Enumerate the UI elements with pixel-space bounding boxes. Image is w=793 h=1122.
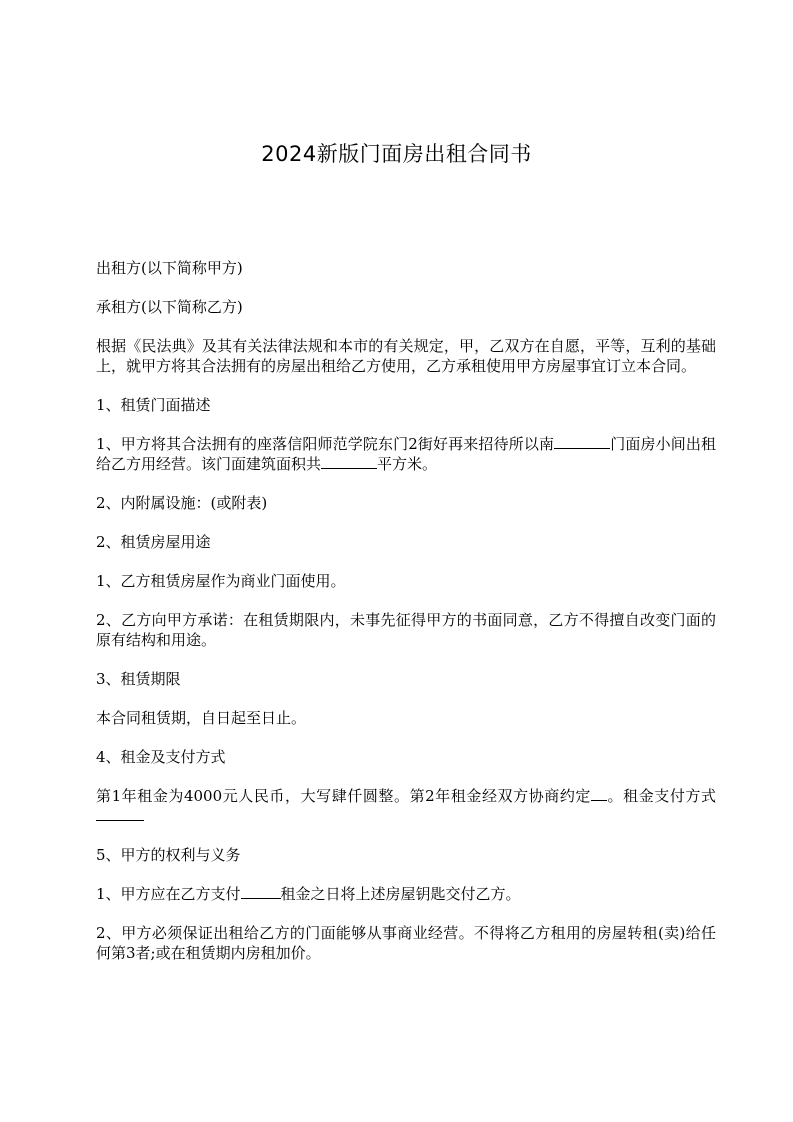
paragraph-lessee: 承租方(以下简称乙方) <box>96 298 243 316</box>
paragraph-4-1-text-b: 。租金支付方式 <box>606 787 716 805</box>
section-heading-3: 3、租赁期限 <box>96 670 181 688</box>
blank-line <box>591 786 607 801</box>
paragraph-5-2: 2、甲方必须保证出租给乙方的门面能够从事商业经营。不得将乙方租用的房屋转租(卖)给任何第3者;或在租赁期内房租加价。 <box>96 924 716 962</box>
section-heading-1: 1、租赁门面描述 <box>96 396 211 414</box>
paragraph-5-1-text-a: 1、甲方应在乙方支付 <box>96 885 241 903</box>
section-heading-2: 2、租赁房屋用途 <box>96 533 211 551</box>
paragraph-2-1: 1、乙方租赁房屋作为商业门面使用。 <box>96 572 346 590</box>
paragraph-5-1 <box>96 884 716 904</box>
document-body <box>96 258 716 982</box>
blank-line <box>321 454 377 469</box>
paragraph-1-1-text-b: 门面房小间出租给乙方用经营。该门面建筑面积共 <box>96 435 716 473</box>
paragraph-preamble: 根据《民法典》及其有关法律法规和本市的有关规定，甲，乙双方在自愿，平等，互利的基础上，就甲方将其合法拥有的房屋出租给乙方使用，乙方承租使用甲方房屋事宜订立本合同。 <box>96 337 716 375</box>
paragraph-4-1 <box>96 786 716 826</box>
section-heading-4: 4、租金及支付方式 <box>96 748 226 766</box>
blank-line <box>96 806 144 821</box>
paragraph-2-2: 2、乙方向甲方承诺：在租赁期限内，未事先征得甲方的书面同意，乙方不得擅自改变门面的原有结构和用途。 <box>96 611 716 649</box>
paragraph-1-2: 2、内附属设施：(或附表) <box>96 494 268 512</box>
blank-line <box>554 434 610 449</box>
section-heading-5: 5、甲方的权利与义务 <box>96 846 241 864</box>
document-title: 2024新版门面房出租合同书 <box>261 142 532 166</box>
blank-line <box>241 884 281 899</box>
paragraph-1-1 <box>96 434 716 474</box>
paragraph-lessor: 出租方(以下简称甲方) <box>96 259 243 277</box>
paragraph-4-1-text-a: 第1年租金为4000元人民币，大写肆仟圆整。第2年租金经双方协商约定 <box>96 787 591 805</box>
paragraph-1-1-text-a: 1、甲方将其合法拥有的座落信阳师范学院东门2街好再来招待所以南 <box>96 435 555 453</box>
paragraph-1-1-text-c: 平方米。 <box>377 455 438 473</box>
paragraph-5-1-text-b: 租金之日将上述房屋钥匙交付乙方。 <box>280 885 521 903</box>
paragraph-3-1: 本合同租赁期，自日起至日止。 <box>96 709 307 727</box>
